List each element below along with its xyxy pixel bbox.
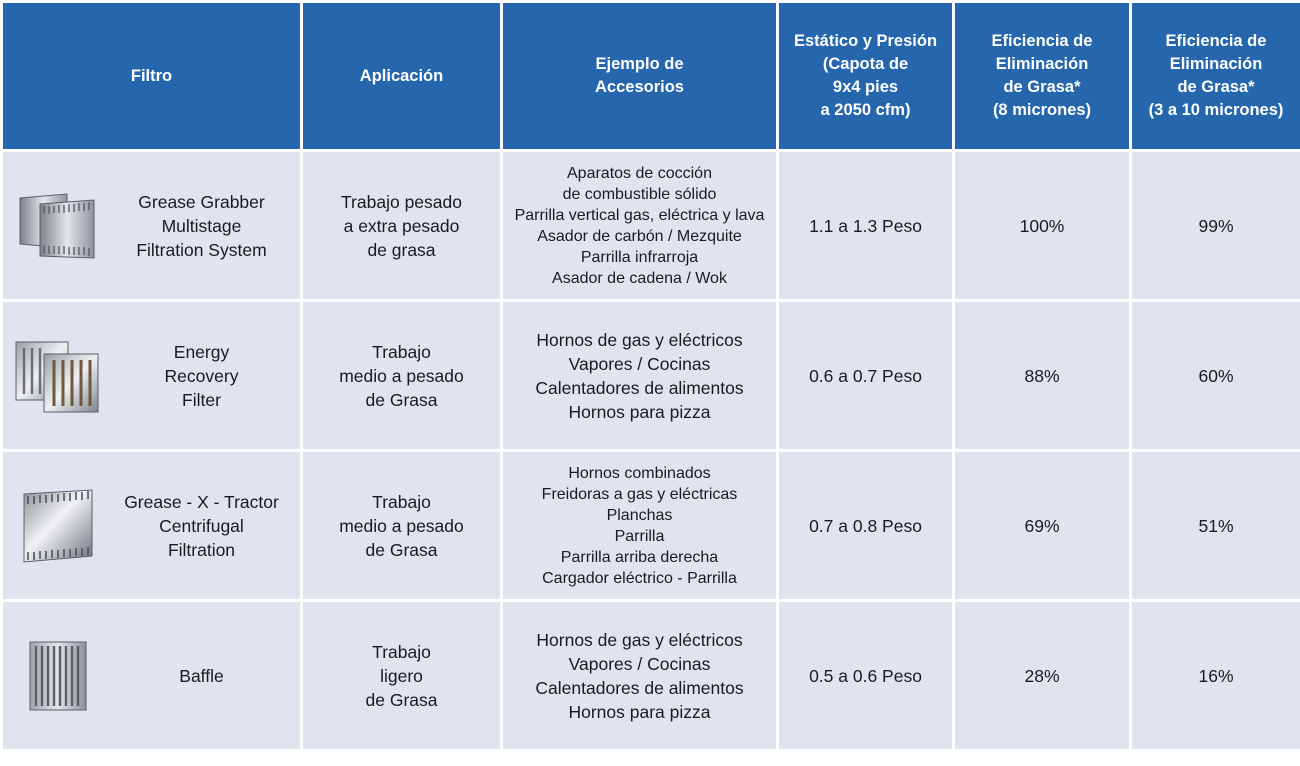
accessories-cell — [502, 601, 778, 751]
header-filtro: Filtro — [2, 2, 302, 151]
application-cell: Trabajo ligero de Grasa — [302, 601, 502, 751]
efficiency-8-cell: 88% — [954, 301, 1131, 451]
multistage-filter-icon — [7, 181, 107, 271]
accessory-item: Hornos de gas y eléctricos — [536, 629, 743, 650]
header-estatico-presion: Estático y Presión (Capota de 9x4 pies a 2050 cfm) — [778, 2, 954, 151]
accessory-item: Parrilla — [614, 527, 665, 545]
pressure-cell: 0.6 a 0.7 Peso — [778, 301, 954, 451]
table-row — [2, 601, 1300, 751]
accessory-item: Planchas — [606, 506, 673, 524]
table-row — [2, 151, 1300, 301]
accessory-item: Freidoras a gas y eléctricas — [541, 485, 738, 503]
efficiency-3-10-cell: 60% — [1131, 301, 1300, 451]
accessory-item: Aparatos de cocción — [567, 164, 712, 182]
accessory-item: de combustible sólido — [562, 185, 717, 203]
accessories-cell — [502, 151, 778, 301]
pressure-cell: 1.1 a 1.3 Peso — [778, 151, 954, 301]
application-cell: Trabajo medio a pesado de Grasa — [302, 301, 502, 451]
accessory-item: Calentadores de alimentos — [535, 377, 744, 398]
accessory-item: Hornos de gas y eléctricos — [536, 329, 743, 350]
efficiency-3-10-cell: 51% — [1131, 451, 1300, 601]
filter-name: Grease Grabber Multistage Filtration System — [136, 191, 267, 260]
filter-name: Energy Recovery Filter — [164, 341, 239, 410]
centrifugal-filter-icon — [7, 481, 107, 571]
efficiency-8-cell: 28% — [954, 601, 1131, 751]
filter-cell — [2, 451, 302, 601]
accessory-item: Parrilla vertical gas, eléctrica y lava — [514, 206, 765, 224]
accessory-item: Asador de cadena / Wok — [552, 269, 727, 287]
accessory-item: Parrilla arriba derecha — [560, 548, 719, 566]
header-ejemplo-accesorios: Ejemplo de Accesorios — [502, 2, 778, 151]
pressure-cell: 0.7 a 0.8 Peso — [778, 451, 954, 601]
accessory-item: Parrilla infrarroja — [580, 248, 699, 266]
accessories-cell — [502, 301, 778, 451]
accessory-item: Calentadores de alimentos — [535, 677, 744, 698]
energy-recovery-filter-icon — [7, 331, 107, 421]
filter-cell — [2, 601, 302, 751]
table-row — [2, 451, 1300, 601]
header-aplicacion: Aplicación — [302, 2, 502, 151]
filter-cell — [2, 151, 302, 301]
efficiency-3-10-cell: 16% — [1131, 601, 1300, 751]
header-row — [2, 2, 1300, 151]
efficiency-8-cell: 69% — [954, 451, 1131, 601]
filter-name: Grease - X - Tractor Centrifugal Filtration — [124, 491, 279, 560]
table-row — [2, 301, 1300, 451]
accessory-item: Vapores / Cocinas — [568, 653, 711, 674]
filter-name: Baffle — [179, 665, 224, 686]
baffle-filter-icon — [7, 631, 107, 721]
header-eficiencia-3-10: Eficiencia de Eliminación de Grasa* (3 a 10 micrones) — [1131, 2, 1300, 151]
application-cell: Trabajo medio a pesado de Grasa — [302, 451, 502, 601]
application-cell: Trabajo pesado a extra pesado de grasa — [302, 151, 502, 301]
header-eficiencia-8: Eficiencia de Eliminación de Grasa* (8 micrones) — [954, 2, 1131, 151]
filter-cell — [2, 301, 302, 451]
accessory-item: Hornos combinados — [568, 464, 711, 482]
accessory-item: Asador de carbón / Mezquite — [537, 227, 742, 245]
accessory-item: Hornos para pizza — [568, 701, 711, 722]
accessory-item: Cargador eléctrico - Parrilla — [542, 569, 737, 587]
pressure-cell: 0.5 a 0.6 Peso — [778, 601, 954, 751]
efficiency-3-10-cell: 99% — [1131, 151, 1300, 301]
accessories-cell — [502, 451, 778, 601]
efficiency-8-cell: 100% — [954, 151, 1131, 301]
accessory-item: Vapores / Cocinas — [568, 353, 711, 374]
accessory-item: Hornos para pizza — [568, 401, 711, 422]
